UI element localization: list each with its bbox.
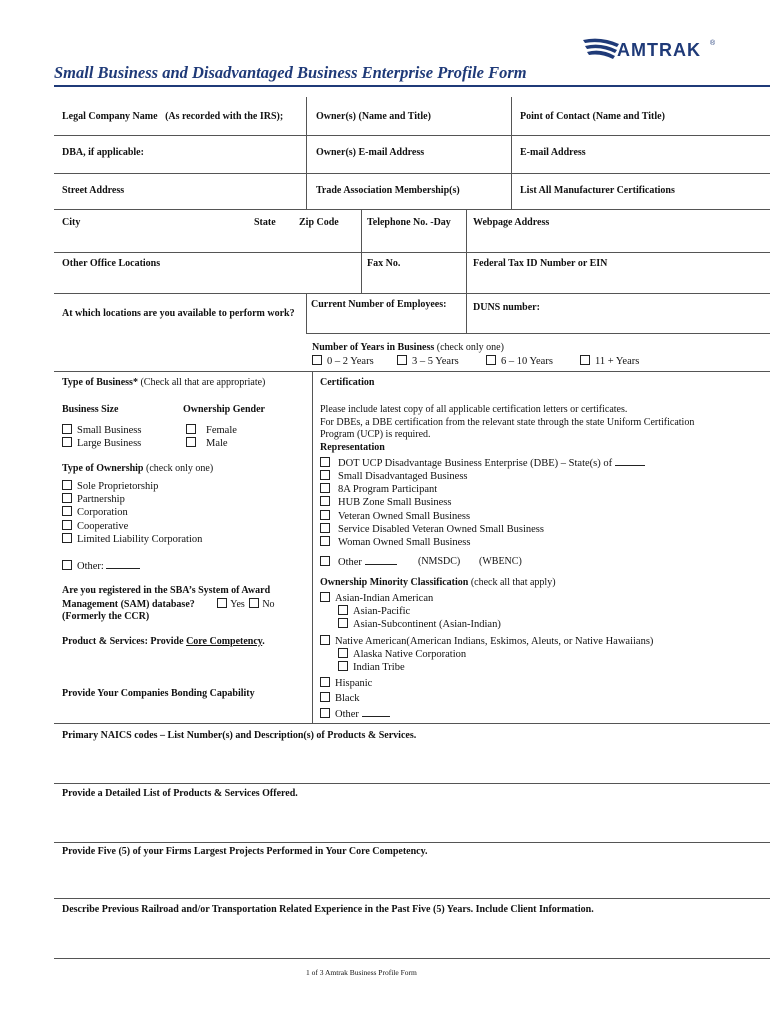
grid-divider: [54, 958, 770, 959]
checkbox[interactable]: [320, 510, 330, 520]
webpage-label: Webpage Address: [473, 217, 550, 228]
checkbox[interactable]: [320, 635, 330, 645]
grid-divider: [306, 293, 307, 333]
checkbox[interactable]: [186, 424, 196, 434]
checkbox[interactable]: [320, 523, 330, 533]
grid-divider: [54, 252, 770, 253]
grid-divider: [54, 371, 770, 372]
ownership-option[interactable]: Cooperative: [62, 520, 128, 532]
grid-divider: [54, 293, 770, 294]
sam-question: Are you registered in the SBA’s System of Award Management (SAM) database? Yes No (Formerly the CCR): [62, 585, 275, 622]
years-option[interactable]: 3 – 5 Years: [397, 355, 459, 367]
checkbox[interactable]: [217, 598, 227, 608]
checkbox[interactable]: [62, 533, 72, 543]
gender-option[interactable]: Female: [186, 424, 237, 436]
checkbox[interactable]: [320, 536, 330, 546]
checkbox[interactable]: [338, 605, 348, 615]
checkbox[interactable]: [320, 496, 330, 506]
grid-divider: [312, 371, 313, 723]
years-option[interactable]: 11 + Years: [580, 355, 639, 367]
checkbox[interactable]: [312, 355, 322, 365]
sam-yes-option[interactable]: Yes: [217, 599, 245, 610]
type-of-business-label: Type of Business* (Check all that are appropriate): [62, 377, 266, 388]
dba-label: DBA, if applicable:: [62, 147, 144, 158]
gender-option[interactable]: Male: [186, 437, 228, 449]
rep-other-option[interactable]: Other: [320, 555, 397, 568]
checkbox[interactable]: [320, 470, 330, 480]
page-title: Small Business and Disadvantaged Business Enterprise Profile Form: [54, 63, 527, 82]
owners-label: Owner(s) (Name and Title): [316, 111, 431, 122]
checkbox[interactable]: [397, 355, 407, 365]
minority-option[interactable]: Black: [320, 692, 360, 704]
other-locations-label: Other Office Locations: [62, 258, 161, 269]
telephone-label: Telephone No. -Day: [367, 217, 451, 228]
rep-option[interactable]: Service Disabled Veteran Owned Small Business: [320, 523, 544, 535]
minority-sub-option[interactable]: Indian Tribe: [338, 661, 405, 673]
size-option[interactable]: Small Business: [62, 424, 141, 436]
checkbox[interactable]: [580, 355, 590, 365]
minority-option[interactable]: Other: [320, 707, 390, 720]
naics-label: Primary NAICS codes – List Number(s) and Description(s) of Products & Services.: [62, 730, 417, 741]
amtrak-swoosh-icon: [583, 36, 619, 62]
rep-option[interactable]: HUB Zone Small Business: [320, 496, 451, 508]
checkbox[interactable]: [338, 618, 348, 628]
ownership-option[interactable]: Sole Proprietorship: [62, 480, 158, 492]
grid-divider: [511, 97, 512, 209]
grid-divider: [466, 209, 467, 333]
checkbox[interactable]: [62, 493, 72, 503]
page-footer: 1 of 3 Amtrak Business Profile Form: [306, 968, 417, 977]
minority-sub-option[interactable]: Asian-Pacific: [338, 605, 410, 617]
railroad-experience-label: Describe Previous Railroad and/or Transportation Related Experience in the Past Five (5) Years. Include Client Information.: [62, 904, 594, 915]
grid-divider: [306, 333, 770, 334]
certification-instructions: Please include latest copy of all applicable certification letters or certificates. For DBEs, a DBE certification from the relevant state through the state Uniform Certification Program (UCP) is required. Representation: [320, 404, 695, 453]
tax-id-label: Federal Tax ID Number or EIN: [473, 258, 608, 269]
nmsdc-label: (NMSDC): [418, 556, 461, 567]
minority-sub-option[interactable]: Alaska Native Corporation: [338, 648, 466, 660]
minority-option[interactable]: Asian-Indian American: [320, 592, 433, 604]
checkbox[interactable]: [320, 457, 330, 467]
bonding-label: Provide Your Companies Bonding Capability: [62, 688, 255, 699]
rep-option[interactable]: Veteran Owned Small Business: [320, 510, 470, 522]
manufacturer-certs-label: List All Manufacturer Certifications: [520, 185, 675, 196]
checkbox[interactable]: [186, 437, 196, 447]
business-size-label: Business Size: [62, 404, 119, 415]
amtrak-reg-mark: ®: [710, 40, 716, 47]
title-rule: [54, 85, 770, 87]
rep-option[interactable]: Woman Owned Small Business: [320, 536, 470, 548]
checkbox[interactable]: [338, 648, 348, 658]
years-option[interactable]: 0 – 2 Years: [312, 355, 374, 367]
grid-divider: [54, 842, 770, 843]
checkbox[interactable]: [320, 677, 330, 687]
rep-option[interactable]: Small Disadvantaged Business: [320, 470, 468, 482]
ownership-option[interactable]: Partnership: [62, 493, 125, 505]
checkbox[interactable]: [320, 692, 330, 702]
city-label: City: [62, 217, 81, 228]
products-list-label: Provide a Detailed List of Products & Services Offered.: [62, 788, 298, 799]
ownership-option[interactable]: Corporation: [62, 506, 128, 518]
grid-divider: [54, 783, 770, 784]
grid-divider: [54, 135, 770, 136]
rep-dbe-option[interactable]: DOT UCP Disadvantage Business Enterprise (DBE) – State(s) of: [320, 456, 645, 469]
locations-question: At which locations are you available to perform work?: [62, 308, 295, 319]
email-label: E-mail Address: [520, 147, 586, 158]
grid-divider: [306, 97, 307, 209]
street-address-label: Street Address: [62, 185, 125, 196]
sam-no-option[interactable]: No: [249, 599, 274, 610]
checkbox[interactable]: [249, 598, 259, 608]
checkbox[interactable]: [320, 708, 330, 718]
minority-option[interactable]: Native American(American Indians, Eskimos, Aleuts, or Native Hawaiians): [320, 635, 653, 647]
minority-option[interactable]: Hispanic: [320, 677, 372, 689]
grid-divider: [54, 173, 770, 174]
checkbox[interactable]: [320, 556, 330, 566]
size-option[interactable]: Large Business: [62, 437, 141, 449]
owner-email-label: Owner(s) E-mail Address: [316, 147, 425, 158]
grid-divider: [361, 209, 362, 293]
state-label: State: [254, 217, 276, 228]
zip-label: Zip Code: [299, 217, 339, 228]
minority-sub-option[interactable]: Asian-Subcontinent (Asian-Indian): [338, 618, 501, 630]
checkbox[interactable]: [62, 480, 72, 490]
amtrak-wordmark: AMTRAK: [617, 40, 701, 60]
rep-option[interactable]: 8A Program Participant: [320, 483, 437, 495]
certification-label: Certification: [320, 377, 375, 388]
fax-label: Fax No.: [367, 258, 401, 269]
wbenc-label: (WBENC): [479, 556, 522, 567]
checkbox[interactable]: [486, 355, 496, 365]
products-services-label: Product & Services: Provide Core Competency.: [62, 636, 265, 647]
duns-label: DUNS number:: [473, 302, 540, 313]
grid-divider: [54, 209, 770, 210]
checkbox[interactable]: [320, 592, 330, 602]
checkbox[interactable]: [62, 506, 72, 516]
years-option[interactable]: 6 – 10 Years: [486, 355, 553, 367]
employees-label: Current Number of Employees:: [311, 299, 447, 310]
ownership-gender-label: Ownership Gender: [183, 404, 265, 415]
years-label: Number of Years in Business (check only one): [312, 342, 504, 353]
checkbox[interactable]: [62, 560, 72, 570]
checkbox[interactable]: [62, 520, 72, 530]
checkbox[interactable]: [338, 661, 348, 671]
ownership-other-option[interactable]: Other:: [62, 559, 140, 572]
checkbox[interactable]: [62, 437, 72, 447]
ownership-option[interactable]: Limited Liability Corporation: [62, 533, 202, 545]
minority-classification-label: Ownership Minority Classification (check all that apply): [320, 577, 556, 588]
checkbox[interactable]: [320, 483, 330, 493]
point-of-contact-label: Point of Contact (Name and Title): [520, 111, 665, 122]
grid-divider: [54, 723, 770, 724]
legal-name-label: Legal Company Name (As recorded with the IRS);: [62, 111, 284, 122]
grid-divider: [54, 898, 770, 899]
amtrak-logo: [583, 36, 718, 64]
checkbox[interactable]: [62, 424, 72, 434]
trade-association-label: Trade Association Membership(s): [316, 185, 460, 196]
type-of-ownership-label: Type of Ownership (check only one): [62, 463, 214, 474]
largest-projects-label: Provide Five (5) of your Firms Largest Projects Performed in Your Core Competency.: [62, 846, 428, 857]
